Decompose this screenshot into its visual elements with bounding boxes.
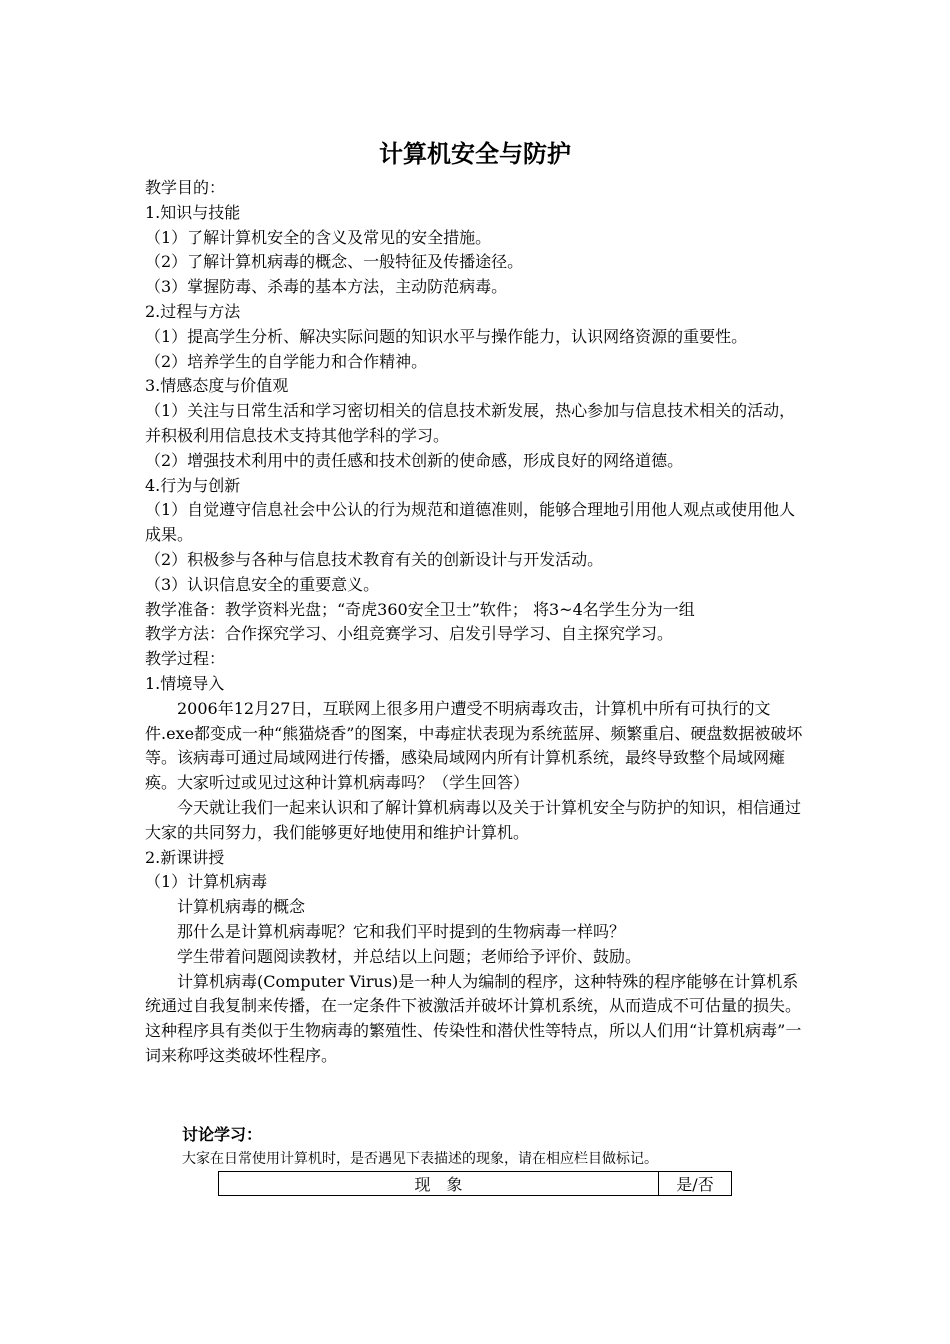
paragraph: 教学过程： — [145, 649, 226, 669]
paragraph: 2.新课讲授 — [145, 847, 225, 867]
paragraph: 教学方法：合作探究学习、小组竞赛学习、启发引导学习、自主探究学习。 — [145, 624, 674, 644]
paragraph: 3.情感态度与价值观 — [145, 376, 289, 396]
table-header-yes-no: 是/否 — [659, 1172, 732, 1196]
paragraph: （1）自觉遵守信息社会中公认的行为规范和道德准则，能够合理地引用他人观点或使用他人成果。 — [145, 500, 796, 545]
paragraph: 计算机病毒(Computer Virus)是一种人为编制的程序，这种特殊的程序能够在计算机系统通过自我复制来传播，在一定条件下被激活并破坏计算机系统，从而造成不可估量的损失。这种程序具有类似于生物病毒的繁殖性、传染性和潜伏性等特点，所以人们用“计算机病毒”一词来称呼这类破坏性程序。 — [145, 971, 802, 1065]
paragraph: （2）培养学生的自学能力和合作精神。 — [145, 351, 428, 371]
paragraph: （3）认识信息安全的重要意义。 — [145, 574, 380, 594]
paragraph: 今天就让我们一起来认识和了解计算机病毒以及关于计算机安全与防护的知识，相信通过大家的共同努力，我们能够更好地使用和维护计算机。 — [145, 797, 802, 842]
page-title: 计算机安全与防护 — [379, 140, 571, 168]
paragraph: （1）提高学生分析、解决实际问题的知识水平与操作能力，认识网络资源的重要性。 — [145, 326, 748, 346]
paragraph: 2006年12月27日，互联网上很多用户遭受不明病毒攻击，计算机中所有可执行的文件.exe都变成一种“熊猫烧香”的图案，中毒症状表现为系统蓝屏、频繁重启、硬盘数据被破坏等。该病毒可通过局域网进行传播，感染局域网内所有计算机系统，最终导致整个局域网瘫痪。大家听过或见过这种计算机病毒吗？（学生回答） — [145, 698, 803, 793]
table-header-phenomenon: 现 象 — [219, 1172, 659, 1196]
discussion-intro: 大家在日常使用计算机时，是否遇见下表描述的现象，请在相应栏目做标记。 — [182, 1151, 658, 1167]
observation-table — [218, 1171, 732, 1196]
discussion-heading: 讨论学习： — [182, 1125, 263, 1144]
paragraph: （2）了解计算机病毒的概念、一般特征及传播途径。 — [145, 252, 524, 272]
paragraph: 1.情境导入 — [145, 673, 225, 693]
paragraph: （3）掌握防毒、杀毒的基本方法，主动防范病毒。 — [145, 277, 508, 297]
paragraph: （2）积极参与各种与信息技术教育有关的创新设计与开发活动。 — [145, 549, 604, 569]
table-header-row — [219, 1172, 732, 1196]
paragraph: 4.行为与创新 — [145, 475, 241, 495]
paragraph: （1）了解计算机安全的含义及常见的安全措施。 — [145, 227, 492, 247]
paragraph: （1）计算机病毒 — [145, 872, 268, 892]
paragraph: 2.过程与方法 — [145, 301, 241, 321]
paragraph: 1.知识与技能 — [145, 202, 241, 222]
paragraph: （1）关注与日常生活和学习密切相关的信息技术新发展，热心参加与信息技术相关的活动，并积极利用信息技术支持其他学科的学习。 — [145, 401, 796, 445]
document-body — [145, 176, 810, 1069]
paragraph: （2）增强技术利用中的责任感和技术创新的使命感，形成良好的网络道德。 — [145, 450, 684, 470]
paragraph: 那什么是计算机病毒呢？它和我们平时提到的生物病毒一样吗？ — [177, 921, 626, 941]
paragraph: 学生带着问题阅读教材，并总结以上问题；老师给予评价、鼓励。 — [177, 946, 642, 966]
paragraph: 计算机病毒的概念 — [177, 897, 306, 917]
paragraph: 教学准备：教学资料光盘；“奇虎360安全卫士”软件； 将3~4名学生分为一组 — [145, 599, 695, 619]
paragraph: 教学目的： — [145, 178, 226, 197]
